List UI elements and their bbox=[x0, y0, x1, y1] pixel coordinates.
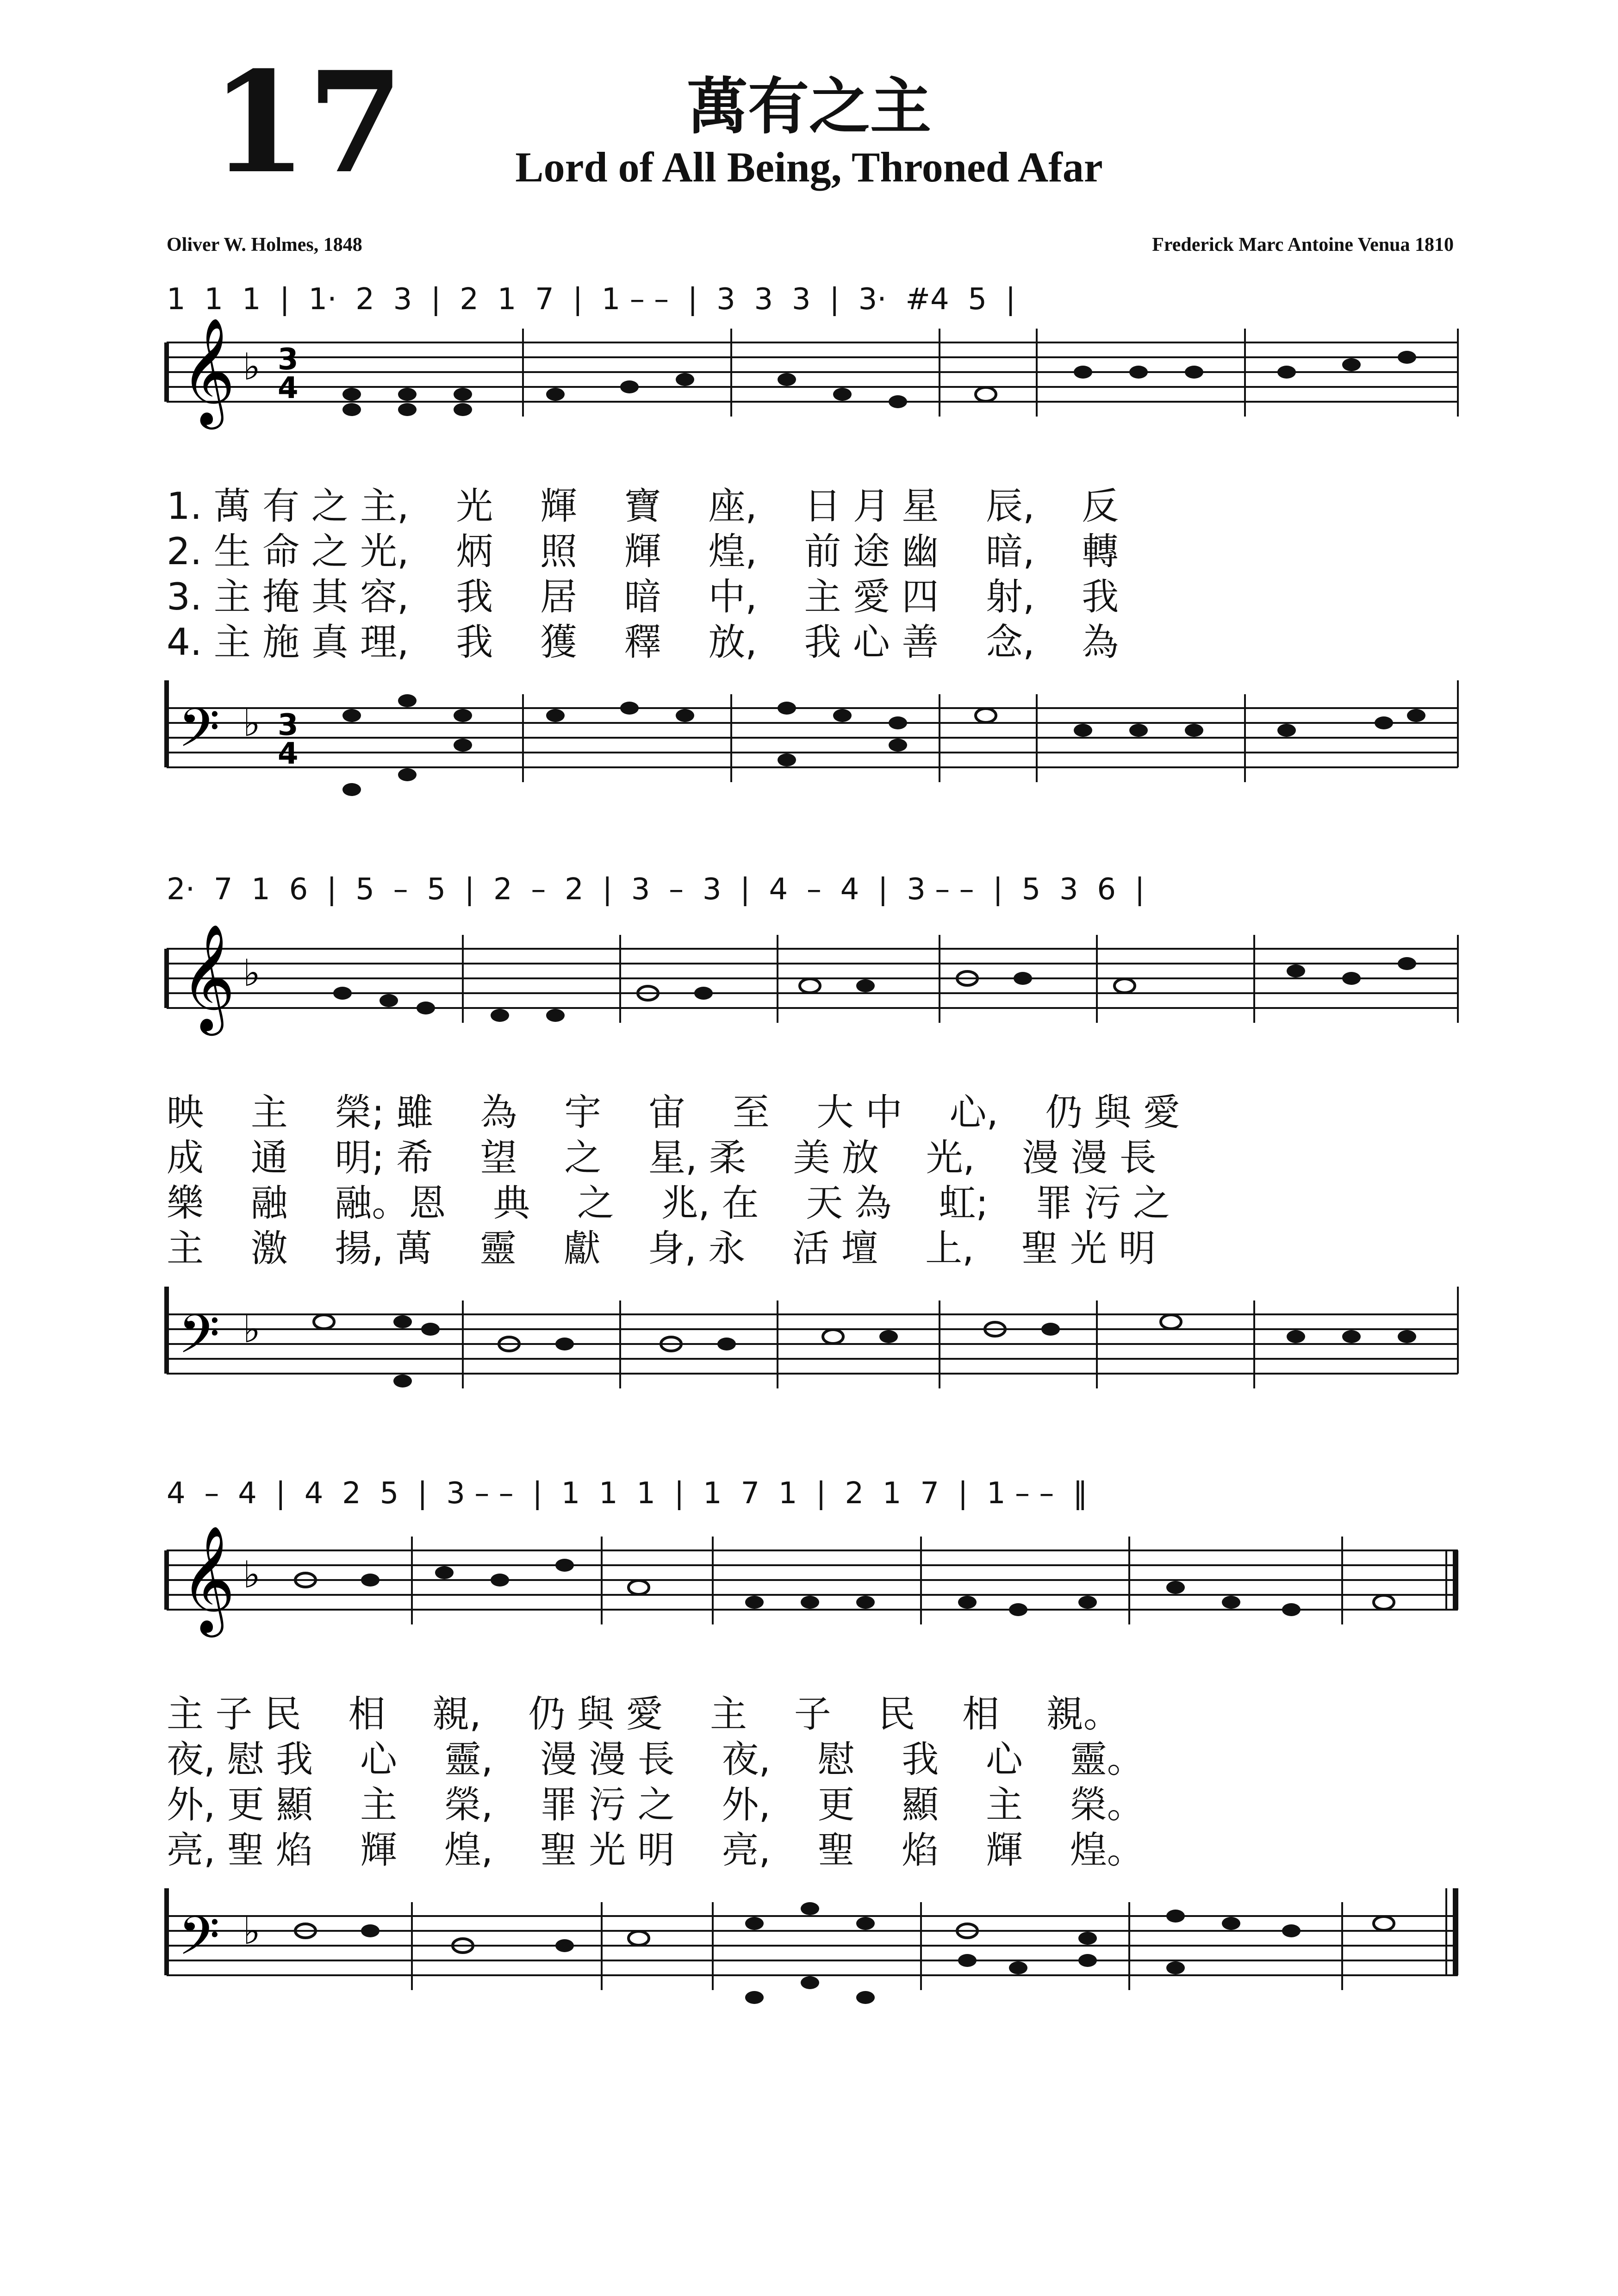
lyric-verse-2: 夜, 慰 我 心 靈, 漫 漫 長 夜, 慰 我 心 靈。 bbox=[167, 1738, 1144, 1781]
numbered-notation-line-1: 1 1 1 | 1· 2 3 | 2 1 7 | 1 – – | 3 3 3 | 3· #4 5 | bbox=[167, 282, 1016, 317]
bass-notes bbox=[295, 1902, 1394, 2004]
bass-clef-icon: 𝄢 bbox=[178, 1303, 220, 1379]
lyric-verse-1: 主 子 民 相 親, 仍 與 愛 主 子 民 相 親。 bbox=[167, 1692, 1120, 1736]
numbered-notation-line-2: 2· 7 1 6 | 5 – 5 | 2 – 2 | 3 – 3 | 4 – 4 | 3 – – | 5 3 6 | bbox=[167, 872, 1145, 907]
flat-sign-icon: ♭ bbox=[243, 345, 261, 388]
lyric-verse-1: 1. 萬 有 之 主, 光 輝 寶 座, 日 月 星 辰, 反 bbox=[167, 485, 1119, 528]
music-credit: Frederick Marc Antoine Venua 1810 bbox=[1152, 234, 1454, 255]
flat-sign-icon: ♭ bbox=[243, 952, 261, 995]
bass-staff-1 bbox=[0, 680, 1618, 865]
lyric-verse-4: 主 激 揚, 萬 靈 獻 身, 永 活 壇 上, 聖 光 明 bbox=[167, 1227, 1156, 1270]
treble-clef-icon: 𝄞 bbox=[180, 923, 236, 1031]
treble-staff-1 bbox=[0, 315, 1618, 500]
svg-text:4: 4 bbox=[278, 371, 299, 405]
lyrics-block-2 bbox=[167, 1090, 1458, 1271]
svg-text:4: 4 bbox=[278, 737, 299, 771]
hymn-title-chinese: 萬有之主 bbox=[687, 71, 931, 143]
treble-staff-2 bbox=[0, 921, 1618, 1106]
lyric-verse-3: 3. 主 掩 其 容, 我 居 暗 中, 主 愛 四 射, 我 bbox=[167, 575, 1119, 618]
lyrics-block-1 bbox=[167, 484, 1458, 665]
lyric-verse-3: 外, 更 顯 主 榮, 罪 污 之 外, 更 顯 主 榮。 bbox=[167, 1783, 1144, 1826]
bass-staff-3 bbox=[0, 1888, 1618, 2073]
hymn-number: 17 bbox=[211, 41, 404, 204]
bass-notes bbox=[342, 694, 1425, 796]
flat-sign-icon: ♭ bbox=[243, 1308, 261, 1351]
bass-notes bbox=[314, 1315, 1416, 1388]
svg-text:3: 3 bbox=[278, 708, 299, 742]
treble-clef-icon: 𝄞 bbox=[180, 1525, 236, 1633]
lyric-verse-4: 4. 主 施 真 理, 我 獲 釋 放, 我 心 善 念, 為 bbox=[167, 621, 1119, 664]
words-credit: Oliver W. Holmes, 1848 bbox=[167, 234, 362, 255]
flat-sign-icon: ♭ bbox=[243, 702, 261, 745]
treble-notes bbox=[295, 1559, 1394, 1616]
flat-sign-icon: ♭ bbox=[243, 1910, 261, 1953]
svg-text:3: 3 bbox=[278, 342, 299, 377]
lyric-verse-3: 樂 融 融。恩 典 之 兆, 在 天 為 虹; 罪 污 之 bbox=[167, 1182, 1170, 1225]
lyric-verse-1: 映 主 榮; 雖 為 宇 宙 至 大 中 心, 仍 與 愛 bbox=[167, 1091, 1180, 1134]
hymn-title-english: Lord of All Being, Throned Afar bbox=[515, 143, 1103, 191]
lyrics-block-3 bbox=[167, 1692, 1458, 1873]
lyric-verse-2: 成 通 明; 希 望 之 星, 柔 美 放 光, 漫 漫 長 bbox=[167, 1136, 1157, 1179]
numbered-notation-line-3: 4 – 4 | 4 2 5 | 3 – – | 1 1 1 | 1 7 1 | 2 1 7 | 1 – – ‖ bbox=[167, 1476, 1088, 1511]
treble-staff-3 bbox=[0, 1523, 1618, 1708]
flat-sign-icon: ♭ bbox=[243, 1553, 261, 1596]
lyric-verse-4: 亮, 聖 焰 輝 煌, 聖 光 明 亮, 聖 焰 輝 煌。 bbox=[167, 1829, 1144, 1872]
lyric-verse-2: 2. 生 命 之 光, 炳 照 輝 煌, 前 途 幽 暗, 轉 bbox=[167, 530, 1119, 573]
bass-staff-2 bbox=[0, 1287, 1618, 1472]
bass-clef-icon: 𝄢 bbox=[178, 697, 220, 772]
treble-notes bbox=[342, 351, 1416, 416]
bass-clef-icon: 𝄢 bbox=[178, 1905, 220, 1980]
treble-clef-icon: 𝄞 bbox=[180, 317, 236, 425]
